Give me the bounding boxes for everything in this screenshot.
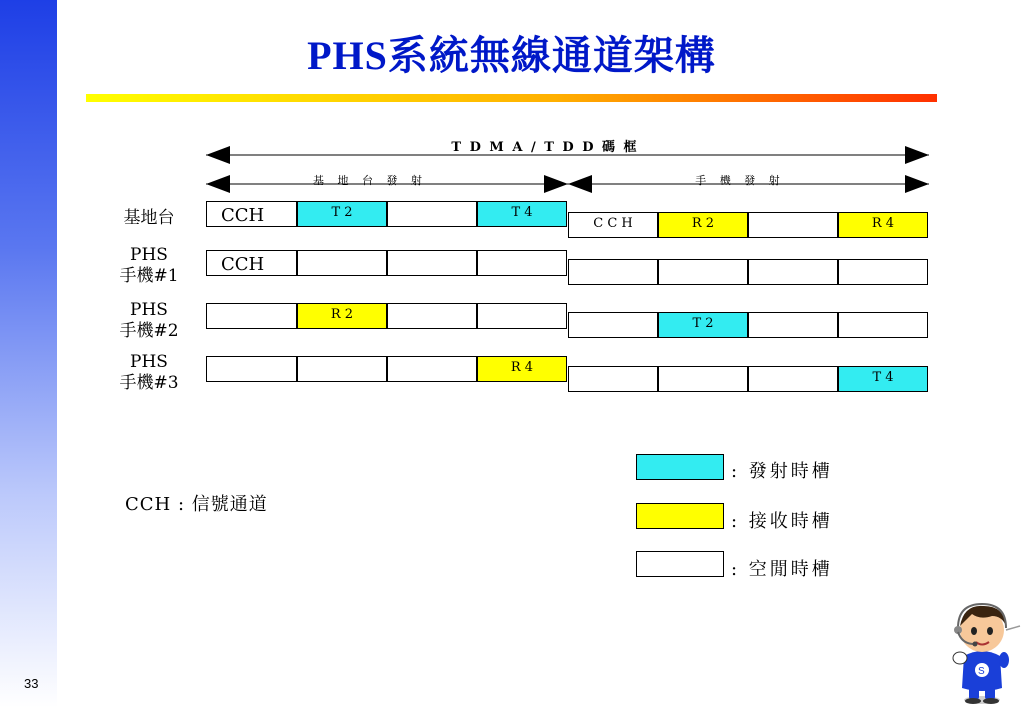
slot-p1-r1 [658,259,748,285]
legend-label-rx: : 接收時槽 [731,511,833,532]
slot-p2-l1: R 2 [297,303,387,329]
slot-p3-l0 [206,356,297,382]
sidebar-gradient [0,0,57,708]
slot-p2-l0 [206,303,297,329]
row-label-phone-3: PHS 手機#3 [119,352,179,393]
slot-p3-l3: R 4 [477,356,567,382]
title-underline-bar [86,94,937,102]
slot-p3-r0 [568,366,658,392]
slot-p2-r1: T 2 [658,312,748,338]
slot-bs-l2 [387,201,477,227]
slot-p2-r2 [748,312,838,338]
slot-bs-r2 [748,212,838,238]
legend-swatch-idle [636,551,724,577]
slot-p1-l3 [477,250,567,276]
slot-p1-l0: CCH [206,250,297,276]
slot-p3-r2 [748,366,838,392]
slot-bs-l0: CCH [206,201,297,227]
cch-note: CCH : 信號通道 [125,494,268,515]
slot-p3-r1 [658,366,748,392]
slot-p2-l3 [477,303,567,329]
svg-text:S: S [978,666,985,677]
slot-p3-l1 [297,356,387,382]
ms-tx-arrow [568,175,929,193]
row-label-phone-1: PHS 手機#1 [119,245,179,286]
bs-tx-arrow [206,175,568,193]
slide-title: PHS系統無線通道架構 [307,33,716,78]
slot-p1-r3 [838,259,928,285]
legend-swatch-rx [636,503,724,529]
frame-arrow [206,146,929,164]
slot-p1-l1 [297,250,387,276]
headset-mascot-icon [944,598,1022,706]
frame-label: T D M A / T D D 碼 框 [451,140,639,155]
page-number: 33 [24,676,39,691]
slot-p3-l2 [387,356,477,382]
bs-tx-label: 基 地 台 發 射 [313,174,427,187]
slot-p1-l2 [387,250,477,276]
slot-p2-r3 [838,312,928,338]
slot-p2-l2 [387,303,477,329]
legend-label-tx: : 發射時槽 [731,461,833,482]
slot-p2-r0 [568,312,658,338]
slot-bs-r3: R 4 [838,212,928,238]
ms-tx-label: 手 機 發 射 [695,174,785,187]
slot-bs-l1: T 2 [297,201,387,227]
slot-bs-l3: T 4 [477,201,567,227]
slot-p3-r3: T 4 [838,366,928,392]
row-label-phone-2: PHS 手機#2 [119,300,179,341]
legend-label-idle: : 空閒時槽 [731,559,833,580]
slot-bs-r1: R 2 [658,212,748,238]
slot-p1-r2 [748,259,838,285]
legend-swatch-tx [636,454,724,480]
slot-p1-r0 [568,259,658,285]
slot-bs-r0: C C H [568,212,658,238]
row-label-base-station: 基地台 [123,208,175,228]
